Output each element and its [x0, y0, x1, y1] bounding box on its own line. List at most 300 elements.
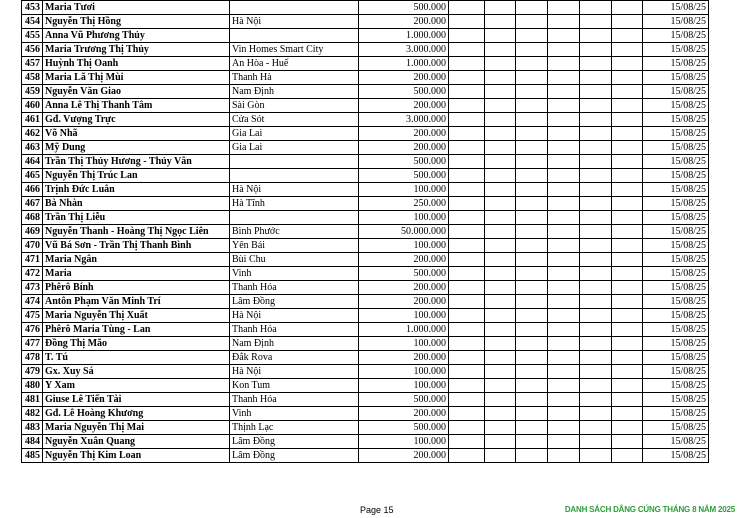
donation-amount: 500.000	[359, 393, 449, 407]
empty-cell	[485, 407, 516, 421]
empty-cell	[548, 281, 580, 295]
empty-cell	[485, 113, 516, 127]
donation-date: 15/08/25	[643, 127, 709, 141]
donor-name: Gx. Xuy Sá	[43, 365, 230, 379]
empty-cell	[548, 211, 580, 225]
empty-cell	[612, 141, 643, 155]
donor-name: Gđ. Lê Hoàng Khương	[43, 407, 230, 421]
empty-cell	[485, 57, 516, 71]
empty-cell	[548, 351, 580, 365]
donation-date: 15/08/25	[643, 239, 709, 253]
empty-cell	[548, 309, 580, 323]
empty-cell	[516, 155, 548, 169]
empty-cell	[516, 295, 548, 309]
empty-cell	[548, 379, 580, 393]
empty-cell	[485, 421, 516, 435]
empty-cell	[580, 169, 612, 183]
donation-amount: 200.000	[359, 351, 449, 365]
empty-cell	[449, 155, 485, 169]
empty-cell	[580, 225, 612, 239]
donor-place: Cửa Sót	[230, 113, 359, 127]
empty-cell	[449, 407, 485, 421]
empty-cell	[548, 1, 580, 15]
empty-cell	[485, 435, 516, 449]
donor-place: Hà Tĩnh	[230, 197, 359, 211]
donor-name: Maria Trương Thị Thủy	[43, 43, 230, 57]
empty-cell	[485, 85, 516, 99]
row-number: 477	[22, 337, 43, 351]
empty-cell	[485, 15, 516, 29]
donor-name: Nguyễn Thị Kim Loan	[43, 449, 230, 463]
empty-cell	[580, 365, 612, 379]
empty-cell	[612, 211, 643, 225]
donor-name: Antôn Phạm Văn Minh Trí	[43, 295, 230, 309]
empty-cell	[548, 85, 580, 99]
donation-date: 15/08/25	[643, 71, 709, 85]
empty-cell	[485, 281, 516, 295]
empty-cell	[580, 29, 612, 43]
donation-date: 15/08/25	[643, 379, 709, 393]
empty-cell	[516, 183, 548, 197]
donation-date: 15/08/25	[643, 1, 709, 15]
empty-cell	[612, 253, 643, 267]
donation-amount: 500.000	[359, 169, 449, 183]
donor-place	[230, 169, 359, 183]
donation-date: 15/08/25	[643, 169, 709, 183]
empty-cell	[580, 113, 612, 127]
donor-name: Maria Ngân	[43, 253, 230, 267]
empty-cell	[485, 71, 516, 85]
donor-place: Thanh Hóa	[230, 323, 359, 337]
empty-cell	[580, 407, 612, 421]
empty-cell	[449, 393, 485, 407]
empty-cell	[516, 169, 548, 183]
empty-cell	[548, 239, 580, 253]
empty-cell	[449, 365, 485, 379]
empty-cell	[449, 1, 485, 15]
donation-amount: 500.000	[359, 1, 449, 15]
empty-cell	[516, 1, 548, 15]
empty-cell	[548, 323, 580, 337]
donation-date: 15/08/25	[643, 323, 709, 337]
table-row	[22, 141, 709, 155]
empty-cell	[485, 29, 516, 43]
row-number: 454	[22, 15, 43, 29]
empty-cell	[516, 99, 548, 113]
table-row	[22, 71, 709, 85]
table-row	[22, 15, 709, 29]
row-number: 460	[22, 99, 43, 113]
donation-date: 15/08/25	[643, 141, 709, 155]
empty-cell	[449, 211, 485, 225]
empty-cell	[580, 253, 612, 267]
row-number: 463	[22, 141, 43, 155]
donation-amount: 200.000	[359, 281, 449, 295]
empty-cell	[580, 393, 612, 407]
row-number: 475	[22, 309, 43, 323]
table-row	[22, 225, 709, 239]
empty-cell	[612, 113, 643, 127]
donation-amount: 200.000	[359, 407, 449, 421]
row-number: 465	[22, 169, 43, 183]
empty-cell	[580, 211, 612, 225]
donor-place: Vin Homes Smart City	[230, 43, 359, 57]
table-row	[22, 169, 709, 183]
empty-cell	[516, 197, 548, 211]
empty-cell	[612, 295, 643, 309]
donor-place: Thịnh Lạc	[230, 421, 359, 435]
empty-cell	[548, 127, 580, 141]
empty-cell	[516, 281, 548, 295]
empty-cell	[580, 155, 612, 169]
donor-place: Hà Nội	[230, 183, 359, 197]
empty-cell	[516, 239, 548, 253]
donation-amount: 100.000	[359, 309, 449, 323]
table-row	[22, 43, 709, 57]
row-number: 485	[22, 449, 43, 463]
donation-date: 15/08/25	[643, 407, 709, 421]
empty-cell	[612, 169, 643, 183]
donor-name: Trần Thị Thủy Hương - Thủy Vân	[43, 155, 230, 169]
empty-cell	[612, 309, 643, 323]
donor-name: Vũ Bá Sơn - Trần Thị Thanh Bình	[43, 239, 230, 253]
donor-name: Nguyễn Xuân Quang	[43, 435, 230, 449]
donation-date: 15/08/25	[643, 393, 709, 407]
empty-cell	[449, 127, 485, 141]
row-number: 483	[22, 421, 43, 435]
empty-cell	[485, 197, 516, 211]
empty-cell	[612, 337, 643, 351]
table-row	[22, 449, 709, 463]
donor-place: Gia Lai	[230, 141, 359, 155]
empty-cell	[612, 99, 643, 113]
donor-name: Mỹ Dung	[43, 141, 230, 155]
empty-cell	[485, 211, 516, 225]
table-row	[22, 407, 709, 421]
empty-cell	[449, 435, 485, 449]
donation-date: 15/08/25	[643, 57, 709, 71]
donation-amount: 50.000.000	[359, 225, 449, 239]
empty-cell	[612, 449, 643, 463]
table-row	[22, 183, 709, 197]
empty-cell	[485, 309, 516, 323]
empty-cell	[485, 351, 516, 365]
empty-cell	[516, 57, 548, 71]
empty-cell	[548, 183, 580, 197]
donation-amount: 1.000.000	[359, 323, 449, 337]
donor-place: Thanh Hóa	[230, 281, 359, 295]
empty-cell	[516, 407, 548, 421]
empty-cell	[548, 155, 580, 169]
donor-name: Phêrô Bính	[43, 281, 230, 295]
empty-cell	[548, 113, 580, 127]
empty-cell	[548, 421, 580, 435]
donor-name: Nguyễn Thanh - Hoàng Thị Ngọc Liên	[43, 225, 230, 239]
donation-amount: 250.000	[359, 197, 449, 211]
empty-cell	[449, 29, 485, 43]
empty-cell	[449, 253, 485, 267]
empty-cell	[516, 449, 548, 463]
empty-cell	[449, 379, 485, 393]
empty-cell	[612, 155, 643, 169]
donation-date: 15/08/25	[643, 85, 709, 99]
donation-amount: 1.000.000	[359, 57, 449, 71]
donation-amount: 200.000	[359, 141, 449, 155]
empty-cell	[449, 421, 485, 435]
donor-place: Hà Nội	[230, 15, 359, 29]
empty-cell	[612, 127, 643, 141]
empty-cell	[449, 323, 485, 337]
empty-cell	[580, 239, 612, 253]
empty-cell	[516, 253, 548, 267]
donation-amount: 200.000	[359, 253, 449, 267]
donation-date: 15/08/25	[643, 99, 709, 113]
donation-amount: 200.000	[359, 71, 449, 85]
empty-cell	[449, 85, 485, 99]
row-number: 481	[22, 393, 43, 407]
empty-cell	[580, 197, 612, 211]
empty-cell	[449, 449, 485, 463]
row-number: 472	[22, 267, 43, 281]
table-row	[22, 253, 709, 267]
empty-cell	[580, 141, 612, 155]
row-number: 457	[22, 57, 43, 71]
empty-cell	[516, 127, 548, 141]
empty-cell	[548, 71, 580, 85]
empty-cell	[449, 197, 485, 211]
empty-cell	[612, 71, 643, 85]
empty-cell	[449, 57, 485, 71]
donor-place: Yên Bái	[230, 239, 359, 253]
empty-cell	[580, 183, 612, 197]
donor-place: Thanh Hà	[230, 71, 359, 85]
empty-cell	[548, 295, 580, 309]
empty-cell	[580, 435, 612, 449]
empty-cell	[485, 267, 516, 281]
table-row	[22, 351, 709, 365]
donation-amount: 500.000	[359, 85, 449, 99]
donor-place: Bùi Chu	[230, 253, 359, 267]
row-number: 468	[22, 211, 43, 225]
empty-cell	[612, 43, 643, 57]
donation-date: 15/08/25	[643, 351, 709, 365]
donation-amount: 100.000	[359, 337, 449, 351]
empty-cell	[580, 309, 612, 323]
empty-cell	[516, 323, 548, 337]
empty-cell	[516, 421, 548, 435]
donor-place: Gia Lai	[230, 127, 359, 141]
empty-cell	[516, 113, 548, 127]
table-row	[22, 267, 709, 281]
donation-amount: 100.000	[359, 365, 449, 379]
empty-cell	[612, 15, 643, 29]
donation-date: 15/08/25	[643, 449, 709, 463]
empty-cell	[485, 141, 516, 155]
donor-place: Bình Phước	[230, 225, 359, 239]
empty-cell	[548, 435, 580, 449]
table-row	[22, 197, 709, 211]
donor-name: Y Xam	[43, 379, 230, 393]
donor-place	[230, 211, 359, 225]
empty-cell	[516, 267, 548, 281]
row-number: 461	[22, 113, 43, 127]
empty-cell	[449, 239, 485, 253]
empty-cell	[449, 43, 485, 57]
empty-cell	[449, 225, 485, 239]
donation-table	[21, 0, 709, 463]
empty-cell	[449, 183, 485, 197]
donation-amount: 100.000	[359, 211, 449, 225]
empty-cell	[548, 141, 580, 155]
donor-place: Kon Tum	[230, 379, 359, 393]
donor-place: Lâm Đồng	[230, 435, 359, 449]
donor-place: Hà Nội	[230, 365, 359, 379]
row-number: 459	[22, 85, 43, 99]
donor-place: Sài Gòn	[230, 99, 359, 113]
donation-amount: 500.000	[359, 155, 449, 169]
empty-cell	[580, 43, 612, 57]
empty-cell	[516, 211, 548, 225]
empty-cell	[580, 449, 612, 463]
table-body	[22, 1, 709, 463]
empty-cell	[516, 337, 548, 351]
donor-name: Nguyễn Thị Trúc Lan	[43, 169, 230, 183]
donation-amount: 200.000	[359, 295, 449, 309]
table-row	[22, 421, 709, 435]
empty-cell	[612, 239, 643, 253]
empty-cell	[548, 29, 580, 43]
table-row	[22, 57, 709, 71]
empty-cell	[548, 225, 580, 239]
empty-cell	[612, 351, 643, 365]
donor-name: Maria	[43, 267, 230, 281]
donor-place: An Hòa - Huế	[230, 57, 359, 71]
table-row	[22, 435, 709, 449]
table-row	[22, 29, 709, 43]
donor-name: Maria Lã Thị Mùi	[43, 71, 230, 85]
empty-cell	[580, 57, 612, 71]
empty-cell	[580, 281, 612, 295]
row-number: 470	[22, 239, 43, 253]
row-number: 473	[22, 281, 43, 295]
empty-cell	[516, 225, 548, 239]
empty-cell	[580, 351, 612, 365]
donor-name: T. Tú	[43, 351, 230, 365]
empty-cell	[580, 295, 612, 309]
row-number: 479	[22, 365, 43, 379]
empty-cell	[485, 379, 516, 393]
table-row	[22, 211, 709, 225]
empty-cell	[612, 57, 643, 71]
donation-amount: 3.000.000	[359, 113, 449, 127]
empty-cell	[516, 15, 548, 29]
empty-cell	[485, 295, 516, 309]
empty-cell	[548, 407, 580, 421]
donor-name: Bà Nhàn	[43, 197, 230, 211]
table-row	[22, 379, 709, 393]
empty-cell	[548, 449, 580, 463]
empty-cell	[548, 197, 580, 211]
empty-cell	[449, 337, 485, 351]
donation-amount: 200.000	[359, 15, 449, 29]
donation-amount: 200.000	[359, 127, 449, 141]
empty-cell	[449, 281, 485, 295]
empty-cell	[612, 365, 643, 379]
donation-amount: 1.000.000	[359, 29, 449, 43]
table-row	[22, 85, 709, 99]
donor-name: Gđ. Vượng Trực	[43, 113, 230, 127]
row-number: 464	[22, 155, 43, 169]
donor-name: Nguyễn Thị Hồng	[43, 15, 230, 29]
empty-cell	[612, 197, 643, 211]
donation-amount: 200.000	[359, 449, 449, 463]
empty-cell	[580, 267, 612, 281]
empty-cell	[485, 365, 516, 379]
row-number: 466	[22, 183, 43, 197]
donation-date: 15/08/25	[643, 211, 709, 225]
donation-date: 15/08/25	[643, 29, 709, 43]
empty-cell	[516, 393, 548, 407]
donation-amount: 100.000	[359, 379, 449, 393]
empty-cell	[485, 127, 516, 141]
empty-cell	[449, 351, 485, 365]
table-row	[22, 323, 709, 337]
table-row	[22, 155, 709, 169]
table-row	[22, 365, 709, 379]
donation-date: 15/08/25	[643, 435, 709, 449]
empty-cell	[548, 43, 580, 57]
row-number: 482	[22, 407, 43, 421]
empty-cell	[516, 365, 548, 379]
table-row	[22, 309, 709, 323]
row-number: 453	[22, 1, 43, 15]
empty-cell	[485, 169, 516, 183]
table-row	[22, 281, 709, 295]
donor-place: Nam Định	[230, 85, 359, 99]
empty-cell	[485, 99, 516, 113]
empty-cell	[516, 435, 548, 449]
row-number: 458	[22, 71, 43, 85]
empty-cell	[449, 309, 485, 323]
donation-date: 15/08/25	[643, 337, 709, 351]
table-row	[22, 113, 709, 127]
donation-amount: 500.000	[359, 267, 449, 281]
donor-name: Anna Lê Thị Thanh Tâm	[43, 99, 230, 113]
donation-date: 15/08/25	[643, 113, 709, 127]
empty-cell	[485, 239, 516, 253]
donor-name: Maria Tươi	[43, 1, 230, 15]
empty-cell	[548, 99, 580, 113]
page-number: Page 15	[360, 505, 394, 515]
row-number: 455	[22, 29, 43, 43]
empty-cell	[548, 15, 580, 29]
empty-cell	[449, 15, 485, 29]
empty-cell	[449, 295, 485, 309]
donor-name: Huỳnh Thị Oanh	[43, 57, 230, 71]
empty-cell	[485, 43, 516, 57]
donation-date: 15/08/25	[643, 421, 709, 435]
empty-cell	[580, 85, 612, 99]
donor-place: Nam Định	[230, 337, 359, 351]
empty-cell	[485, 225, 516, 239]
donor-name: Anna Vũ Phương Thủy	[43, 29, 230, 43]
empty-cell	[548, 393, 580, 407]
empty-cell	[612, 225, 643, 239]
empty-cell	[548, 337, 580, 351]
donor-name: Maria Nguyễn Thị Xuất	[43, 309, 230, 323]
empty-cell	[449, 113, 485, 127]
empty-cell	[485, 337, 516, 351]
